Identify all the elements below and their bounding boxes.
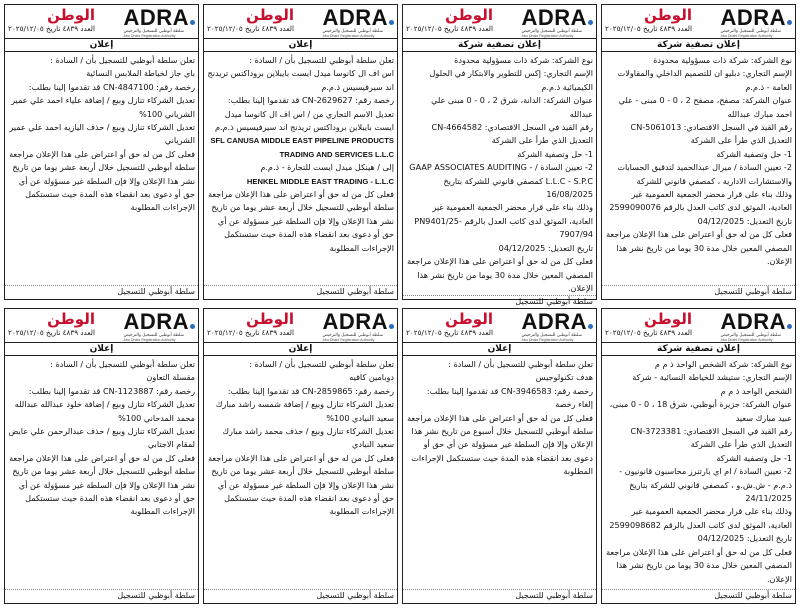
ad-header <box>5 309 198 343</box>
ad-footer: سلطة أبوظبي للتسجيل <box>5 285 198 299</box>
ad-line: 1- حل وتصفية الشركة <box>716 452 792 463</box>
ad-body <box>602 52 795 285</box>
issue-date: العدد ٤٨٣٩ تاريخ ٢٠٢٥/١٢/٠٥ <box>605 24 692 33</box>
ad-footer: سلطة أبوظبي للتسجيل <box>602 589 795 603</box>
ad-line: 1- حل وتصفية الشركة <box>517 148 593 159</box>
adra-logo-block <box>322 311 394 342</box>
ad-line: تعديل الشركاء تنازل وبيع / حذف اليازيه احمد علي عمير الشرياني <box>9 122 195 146</box>
issue-date: العدد ٤٨٣٩ تاريخ ٢٠٢٥/١٢/٠٥ <box>207 24 294 33</box>
ad-body <box>204 52 397 285</box>
ad-line: تعلن سلطة أبوظبي للتسجيل بأن / السادة : <box>50 55 195 65</box>
ad-line: التعديل الذي طرأ على الشركة <box>491 135 593 146</box>
ad-footer: سلطة أبوظبي للتسجيل <box>204 285 397 299</box>
ad-line: الإسم التجاري: ستيشد للخياطة النسائية - شركة الشخص الواحد ذ م م <box>632 372 792 396</box>
adra-dot-icon <box>588 324 593 329</box>
alwatan-masthead <box>207 311 294 337</box>
ad-line: 1- حل وتصفية الشركة <box>716 148 792 159</box>
adra-subtitle-ar: سلطة أبوظبي للتسجيل والترخيص <box>123 333 184 338</box>
ad-line: تعلن سلطة أبوظبي للتسجيل بأن / السادة : <box>50 359 195 369</box>
issue-date: العدد ٤٨٣٩ تاريخ ٢٠٢٥/١٢/٠٥ <box>8 328 95 337</box>
ad-line: نوع الشركة: شركة ذات مسؤولية محدودة <box>454 55 593 65</box>
ad-line: التعديل الذي طرأ على الشركة <box>690 135 792 146</box>
ad-title: إعلان <box>204 343 397 356</box>
alwatan-masthead <box>8 7 95 33</box>
alwatan-logo: الوطن <box>445 310 493 328</box>
ad-header <box>602 309 795 343</box>
ad-line: فعلى كل من له حق أو اعتراض على هذا الإعلان مراجعة سلطة أبوظبي للتسجيل خلال أربعة عشر يوما من تاريخ نشر هذا الإعلان وإلا فإن السلطة غير مسؤولة عن أي حق أو دعوى بعد انقضاء هذه المدة حيث ستستكمل الإجراءات المطلوبة <box>9 148 195 213</box>
adra-logo: ADRA <box>720 311 792 333</box>
ad-title: إعلان تصفية شركة <box>403 39 596 52</box>
adra-subtitle-en: Abu Dhabi Registration Authority <box>521 338 574 342</box>
ad-line: نوع الشركة: شركة ذات مسؤولية محدودة <box>653 55 792 65</box>
adra-dot-icon <box>190 20 195 25</box>
issue-date: العدد ٤٨٣٩ تاريخ ٢٠٢٥/١٢/٠٥ <box>406 24 493 33</box>
adra-logo-block <box>521 7 593 38</box>
issue-date: العدد ٤٨٣٩ تاريخ ٢٠٢٥/١٢/٠٥ <box>406 328 493 337</box>
ad-line: تاريخ التعديل: 04/12/2025 <box>498 242 593 253</box>
ad-line: إلى / هينكل ميدل ايست للتجارة - ذ.م.م <box>260 162 394 173</box>
ad-line: رخصة رقم: CN-2629627 قد تقدموا إلينا بطلب: <box>227 95 394 106</box>
ad-notice <box>4 308 199 604</box>
ad-line: وذلك بناء على قرار محضر الجمعية العمومية غير العادية، الموثق لدى كاتب العدل بالرقم PN9401/25-7907/94 <box>414 202 593 240</box>
adra-logo-block <box>322 7 394 38</box>
ad-body <box>602 356 795 589</box>
adra-logo: ADRA <box>322 7 394 29</box>
alwatan-masthead <box>605 311 692 337</box>
ad-line: تعديل الشركاء تنازل وبيع / إضافة شمسه راشد مبارك سعيد النيادي 100% <box>215 399 394 423</box>
adra-subtitle-ar: سلطة أبوظبي للتسجيل والترخيص <box>521 333 582 338</box>
ad-notice <box>4 4 199 300</box>
ad-line: فعلى كل من له حق أو اعتراض على هذا الإعلان مراجعة المصفي المعين خلال مدة 30 يوما من تاريخ نشر هذا الإعلان. <box>606 546 792 584</box>
ad-notice <box>402 4 597 307</box>
adra-logo-block <box>123 311 195 342</box>
adra-subtitle-en: Abu Dhabi Registration Authority <box>720 34 773 38</box>
ad-title: إعلان تصفية شركة <box>602 39 795 52</box>
adra-subtitle-ar: سلطة أبوظبي للتسجيل والترخيص <box>322 29 383 34</box>
adra-logo-block <box>720 7 792 38</box>
adra-dot-icon <box>389 20 394 25</box>
ad-line: رخصة رقم: CN-1123887 قد تقدموا إلينا بطلب: <box>28 385 195 396</box>
ad-body <box>5 356 198 589</box>
alwatan-logo: الوطن <box>47 310 95 328</box>
adra-logo: ADRA <box>521 311 593 333</box>
ad-header <box>5 5 198 39</box>
adra-dot-icon <box>588 20 593 25</box>
ad-line: فعلى كل من له حق أو اعتراض على هذا الإعلان مراجعة سلطة أبوظبي للتسجيل خلال أربعة عشر يوما من تاريخ نشر هذا الإعلان وإلا فإن السلطة غير مسؤولة عن أي حق أو دعوى بعد انقضاء هذه المدة حيث ستستكمل الإجراءات المطلوبة <box>9 452 195 517</box>
ad-line: فعلى كل من له حق أو اعتراض على هذا الإعلان مراجعة المصفي المعين خلال مدة 30 يوما من تاريخ نشر هذا الإعلان. <box>407 256 593 293</box>
ad-line: عنوان الشركة: جزيرة أبوظبي، شرق 18 ، 0 - 0 مبنى، عبيد مبارك سعيد <box>609 399 792 423</box>
adra-subtitle-ar: سلطة أبوظبي للتسجيل والترخيص <box>521 29 582 34</box>
adra-subtitle-ar: سلطة أبوظبي للتسجيل والترخيص <box>720 29 781 34</box>
adra-logo-block <box>720 311 792 342</box>
ad-body <box>204 356 397 589</box>
issue-date: العدد ٤٨٣٩ تاريخ ٢٠٢٥/١٢/٠٥ <box>207 328 294 337</box>
ad-header <box>403 309 596 343</box>
ad-line: تعديل الشركاء تنازل وبيع / حذف عبدالرحمن علي عايض لمقام الاجتابي <box>8 426 195 450</box>
ad-title: إعلان <box>5 39 198 52</box>
adra-subtitle-ar: سلطة أبوظبي للتسجيل والترخيص <box>720 333 781 338</box>
ad-body <box>5 52 198 285</box>
ad-line: رخصة رقم: CN-4847100 قد تقدموا إلينا بطلب: <box>28 81 195 92</box>
ad-line: عنوان الشركة: مصفح، مصفح 2 ، 0 - 0 مبنى - علي احمد مبارك عبدالله <box>618 95 792 119</box>
ad-line: باي جاز لخياطة الملابس النسائية <box>86 68 195 79</box>
ad-line: رخصة رقم: CN-3946583 قد تقدموا إلينا بطلب: <box>426 385 593 396</box>
adra-dot-icon <box>190 324 195 329</box>
ad-line: رقم القيد في السجل الاقتصادي: CN-4664582 <box>431 122 593 133</box>
ad-body <box>403 356 596 589</box>
ad-line: فعلى كل من له حق أو اعتراض على هذا الإعلان مراجعة سلطة أبوظبي للتسجيل خلال أربعة عشر يوما من تاريخ نشر هذا الإعلان وإلا فإن السلطة غير مسؤولة عن أي حق أو دعوى بعد انقضاء هذه المدة حيث ستستكمل الإجراءات المطلوبة <box>208 189 394 253</box>
adra-logo: ADRA <box>720 7 792 29</box>
adra-logo: ADRA <box>322 311 394 333</box>
ad-line: فعلى كل من له حق أو اعتراض على هذا الإعلان مراجعة سلطة أبوظبي للتسجيل خلال أربعة عشر يوما من تاريخ نشر هذا الإعلان وإلا فإن السلطة غير مسؤولة عن أي حق أو دعوى بعد انقضاء هذه المدة حيث ستستكمل الإجراءات المطلوبة <box>208 452 394 517</box>
ad-line: تعديل الشركاء تنازل وبيع / إضافة خلود عبدالله عبدالله محمد المدحاني 100% <box>14 399 195 423</box>
ad-line: رقم القيد في السجل الاقتصادي: CN-5061013 <box>630 122 792 133</box>
ad-header <box>204 309 397 343</box>
alwatan-logo: الوطن <box>246 6 294 24</box>
ad-title: إعلان تصفية شركة <box>602 343 795 356</box>
ad-line: 2- تعيين السادة / ميرال عبدالحميد لتدقيق الحسابات والاستشارات الادارية ، كمصفي قانوني للشركة <box>617 162 792 186</box>
ad-line: إلغاء رخصة <box>555 399 593 410</box>
ad-notice <box>402 308 597 604</box>
adra-logo: ADRA <box>123 7 195 29</box>
ad-line: مقسلة التعاون <box>146 372 195 383</box>
adra-subtitle-en: Abu Dhabi Registration Authority <box>521 34 574 38</box>
alwatan-masthead <box>406 311 493 337</box>
ad-line: تعديل الاسم التجاري من / اس اف ال كانوسا ميدل ايست بايبلاين بروداكتس تريدنج اند سيرفيسيس ذ.م.م <box>214 108 394 133</box>
ad-body <box>403 52 596 295</box>
ad-line: الإسم التجاري: دبليو ان للتصميم الداخلي والمقاولات العامة - ذ.م.م <box>617 68 792 92</box>
adra-subtitle-en: Abu Dhabi Registration Authority <box>123 34 176 38</box>
ad-line: تاريخ التعديل: 04/12/2025 <box>697 215 792 226</box>
alwatan-logo: الوطن <box>246 310 294 328</box>
ad-line: عنوان الشركة: الدانة، شرق 2 ، 0 - 0 مبنى علي عبدالله <box>431 95 593 119</box>
ad-line: HENKEL MIDDLE EAST TRADING - L.L.C <box>246 176 394 186</box>
alwatan-masthead <box>8 311 95 337</box>
ad-line: 2- تعيين السادة / ام اي بارتنرز محاسبون قانونيون - ذ.م.م - ش.ش.و ، كمصفي قانوني للشركة بتاريخ 24/11/2025 <box>619 466 792 504</box>
alwatan-logo: الوطن <box>47 6 95 24</box>
ad-line: فعلى كل من له حق أو اعتراض على هذا الإعلان مراجعة سلطة أبوظبي للتسجيل خلال أسبوع من تاريخ نشر هذا الإعلان وإلا فإن السلطة غير مسؤولة عن أي حق أو دعوى بعد انقضاء هذه المدة حيث ستستكمل الإجراءات المطلوبة <box>407 412 593 477</box>
ad-line: تعلن سلطة أبوظبي للتسجيل بأن / السادة : <box>448 359 593 369</box>
ad-line: تعديل الشركاء تنازل وبيع / إضافة علياء احمد علي عمير الشرياني 100% <box>11 95 195 119</box>
adra-logo: ADRA <box>521 7 593 29</box>
ad-footer: سلطة أبوظبي للتسجيل <box>204 589 397 603</box>
ad-line: تعلن سلطة أبوظبي للتسجيل بأن / السادة : <box>249 55 394 65</box>
alwatan-logo: الوطن <box>644 6 692 24</box>
adra-logo-block <box>123 7 195 38</box>
ad-footer: سلطة أبوظبي للتسجيل <box>5 589 198 603</box>
alwatan-masthead <box>605 7 692 33</box>
ad-line: 2- تعيين السادة / GAAP ASSOCIATES AUDITING - L.L.C - S.P.C كمصفي قانوني للشركة بتاريخ 16/08/2025 <box>409 162 593 200</box>
alwatan-logo: الوطن <box>644 310 692 328</box>
ad-title: إعلان <box>5 343 198 356</box>
ad-header <box>403 5 596 39</box>
ad-line: دوبامين كافيه <box>349 372 394 383</box>
issue-date: العدد ٤٨٣٩ تاريخ ٢٠٢٥/١٢/٠٥ <box>8 24 95 33</box>
ad-line: رخصة رقم: CN-2859865 قد تقدموا إلينا بطلب: <box>227 385 394 396</box>
ad-footer: سلطة أبوظبي للتسجيل <box>403 295 596 309</box>
ad-header <box>602 5 795 39</box>
adra-subtitle-en: Abu Dhabi Registration Authority <box>322 34 375 38</box>
ad-title: إعلان <box>403 343 596 356</box>
adra-subtitle-en: Abu Dhabi Registration Authority <box>123 338 176 342</box>
adra-subtitle-ar: سلطة أبوظبي للتسجيل والترخيص <box>123 29 184 34</box>
ad-notice <box>601 308 796 604</box>
issue-date: العدد ٤٨٣٩ تاريخ ٢٠٢٥/١٢/٠٥ <box>605 328 692 337</box>
alwatan-logo: الوطن <box>445 6 493 24</box>
ad-notice <box>203 308 398 604</box>
ad-line: الإسم التجاري: إكس للتطوير والابتكار في الحلول الكيميائية ذ.م.م <box>429 68 593 92</box>
ad-line: تاريخ التعديل: 04/12/2025 <box>697 533 792 544</box>
ad-line: رقم القيد في السجل الاقتصادي: CN-3723381 <box>630 426 792 437</box>
alwatan-masthead <box>406 7 493 33</box>
adra-dot-icon <box>787 324 792 329</box>
ad-footer: سلطة أبوظبي للتسجيل <box>602 285 795 299</box>
adra-subtitle-en: Abu Dhabi Registration Authority <box>322 338 375 342</box>
ad-title: إعلان <box>204 39 397 52</box>
ad-footer: سلطة أبوظبي للتسجيل <box>403 589 596 603</box>
adra-logo: ADRA <box>123 311 195 333</box>
alwatan-masthead <box>207 7 294 33</box>
ad-line: وذلك بناء على قرار محضر الجمعية العمومية غير العادية، الموثق لدى كاتب العدل بالرقم 2599090076 <box>609 189 792 213</box>
adra-subtitle-en: Abu Dhabi Registration Authority <box>720 338 773 342</box>
ad-header <box>204 5 397 39</box>
adra-subtitle-ar: سلطة أبوظبي للتسجيل والترخيص <box>322 333 383 338</box>
ad-notice <box>203 4 398 300</box>
ad-line: التعديل الذي طرأ على الشركة <box>690 439 792 450</box>
ad-line: وذلك بناء على قرار محضر الجمعية العمومية غير العادية، الموثق لدى كاتب العدل بالرقم 2599098682 <box>609 506 792 530</box>
ads-grid <box>4 4 796 604</box>
ad-line: فعلى كل من له حق أو اعتراض على هذا الإعلان مراجعة المصفي المعين خلال مدة 30 يوما من تاريخ نشر هذا الإعلان. <box>606 229 792 267</box>
ad-line: تعلن سلطة أبوظبي للتسجيل بأن / السادة : <box>249 359 394 369</box>
adra-logo-block <box>521 311 593 342</box>
ad-line: تعديل الشركاء تنازل وبيع / حذف محمد راشد مبارك سعيد النيادي <box>222 426 394 450</box>
ad-line: هدف تكنولوجيس <box>535 372 593 383</box>
ad-line: نوع الشركة: شركة الشخص الواحد ذ م م <box>654 359 792 369</box>
adra-dot-icon <box>389 324 394 329</box>
ad-line: SFL CANUSA MIDDLE EAST PIPELINE PRODUCTS TRADING AND SERVICES L.L.C <box>210 136 394 159</box>
adra-dot-icon <box>787 20 792 25</box>
ad-notice <box>601 4 796 300</box>
ad-line: اس اف ال كانوسا ميدل ايست بايبلاين بروداكتس تريدنج اند سيرفيسيس ذ.م.م <box>207 68 394 92</box>
